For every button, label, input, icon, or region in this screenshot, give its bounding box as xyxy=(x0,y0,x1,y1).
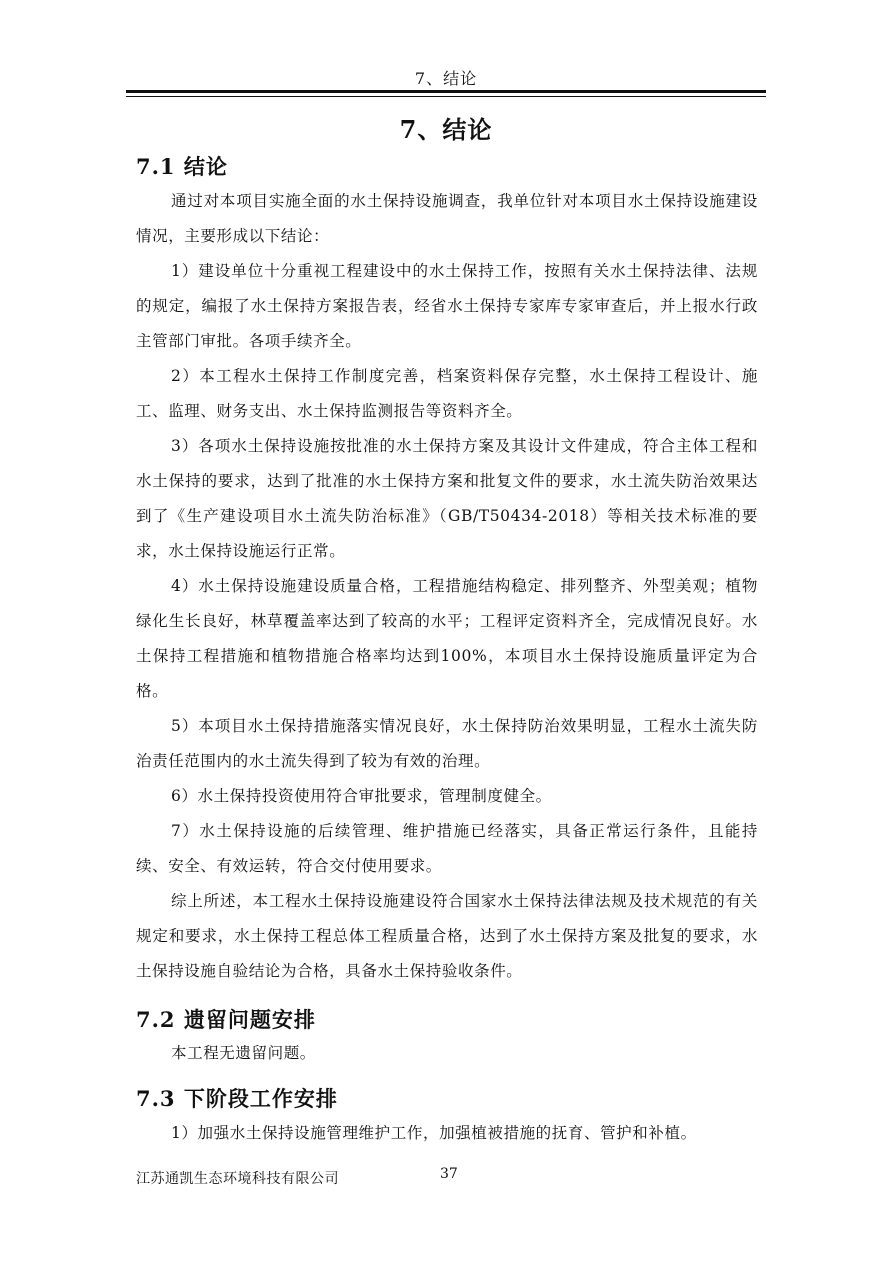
header-rule-thick xyxy=(126,90,766,93)
remaining-issues-text: 本工程无遗留问题。 xyxy=(171,1044,316,1062)
summary-paragraph: 综上所述，本工程水土保持设施建设符合国家水土保持法律法规及技术规范的有关规定和要求，水土保持工程总体工程质量合格，达到了水土保持方案及批复的要求，水土保持设施自验结论为合格，具备水土保持验收条件。 xyxy=(136,892,758,980)
conclusion-item-3: 3）各项水土保持设施按批准的水土保持方案及其设计文件建成，符合主体工程和水土保持的要求，达到了批准的水土保持方案和批复文件的要求，水土流失防治效果达到了《生产建设项目水土流失防治标准》（GB/T50434-2018）等相关技术标准的要求，水土保持设施运行正常。 xyxy=(136,437,758,560)
footer-company: 江苏通凯生态环境科技有限公司 xyxy=(136,1171,339,1187)
running-header: 7、结论 xyxy=(414,69,478,88)
conclusion-item-7: 7）水土保持设施的后续管理、维护措施已经落实，具备正常运行条件，且能持续、安全、有效运转，符合交付使用要求。 xyxy=(136,822,758,875)
conclusion-item-1: 1）建设单位十分重视工程建设中的水土保持工作，按照有关水土保持法律、法规的规定，编报了水土保持方案报告表，经省水土保持专家库专家审查后，并上报水行政主管部门审批。各项手续齐全。 xyxy=(136,262,758,350)
section-heading-7-3: 7.3 下阶段工作安排 xyxy=(136,1086,338,1111)
intro-paragraph: 通过对本项目实施全面的水土保持设施调查，我单位针对本项目水土保持设施建设情况，主要形成以下结论： xyxy=(136,192,758,245)
conclusion-item-2: 2）本工程水土保持工作制度完善，档案资料保存完整，水土保持工程设计、施工、监理、财务支出、水土保持监测报告等资料齐全。 xyxy=(136,367,758,420)
next-stage-item-1: 1）加强水土保持设施管理维护工作，加强植被措施的抚育、管护和补植。 xyxy=(171,1124,697,1142)
header-rule-thin xyxy=(126,96,766,97)
page-number: 37 xyxy=(440,1166,458,1182)
section-heading-7-2: 7.2 遗留问题安排 xyxy=(136,1007,316,1032)
conclusion-item-6: 6）水土保持投资使用符合审批要求，管理制度健全。 xyxy=(171,787,552,805)
conclusion-item-5: 5）本项目水土保持措施落实情况良好，水土保持防治效果明显，工程水土流失防治责任范围内的水土流失得到了较为有效的治理。 xyxy=(136,717,758,770)
section-heading-7-1: 7.1 结论 xyxy=(136,154,228,179)
chapter-title: 7、结论 xyxy=(399,115,493,144)
conclusion-item-4: 4）水土保持设施建设质量合格，工程措施结构稳定、排列整齐、外型美观；植物绿化生长良好，林草覆盖率达到了较高的水平；工程评定资料齐全，完成情况良好。水土保持工程措施和植物措施合格率均达到100%，本项目水土保持设施质量评定为合格。 xyxy=(136,577,758,700)
